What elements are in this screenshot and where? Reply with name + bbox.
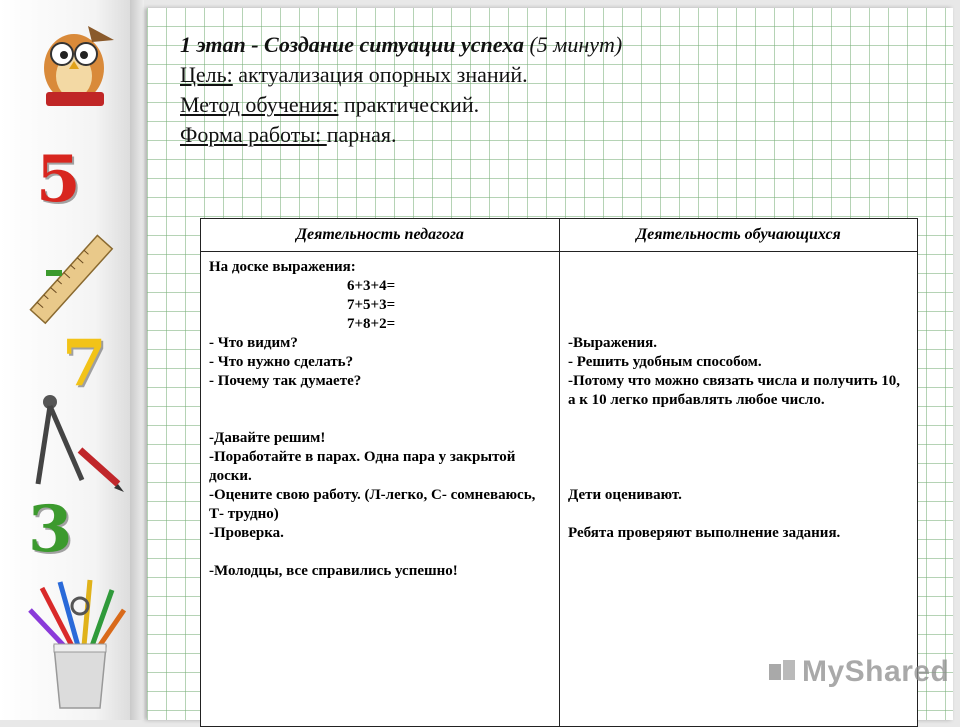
table-header-row (201, 219, 918, 252)
form-text: парная. (326, 122, 397, 147)
stage-line (180, 30, 622, 60)
form-line (180, 120, 622, 150)
expression: 7+5+3= (347, 297, 396, 313)
strip-shadow (130, 0, 144, 720)
teacher-intro: На доске выражения: (209, 259, 356, 275)
student-answer: - Решить удобным способом. (568, 354, 762, 370)
goal-label: Цель: (180, 62, 233, 87)
teacher-question: - Почему так думаете? (209, 373, 362, 389)
method-text: практический. (338, 92, 480, 117)
student-column-header: Деятельность обучающихся (560, 219, 918, 252)
goal-line (180, 60, 622, 90)
teacher-instruction: -Оцените свою работу. (Л-легко, С- сомневаюсь, Т- трудно) (209, 487, 536, 522)
watermark-icon (768, 658, 798, 682)
teacher-instruction: -Поработайте в парах. Одна пара у закрытой доски. (209, 449, 516, 484)
activity-table (200, 218, 918, 727)
pencil-cup-icon (20, 576, 130, 716)
teacher-column-header: Деятельность педагога (201, 219, 560, 252)
teacher-instruction: -Проверка. (209, 525, 284, 541)
form-label: Форма работы: (180, 122, 327, 147)
teacher-instruction: -Молодцы, все справились успешно! (209, 563, 458, 579)
teacher-question: - Что видим? (209, 335, 298, 351)
compass-icon (20, 388, 124, 498)
digit-five: 5 (36, 142, 81, 217)
student-answer: -Выражения. (568, 335, 658, 351)
teacher-cell (201, 252, 560, 727)
digit-seven: 7 (62, 326, 107, 401)
stage-duration: (5 минут) (529, 32, 623, 57)
ruler-icon (18, 228, 118, 338)
method-label: Метод обучения: (180, 92, 339, 117)
lesson-header (180, 30, 622, 150)
teacher-instruction: -Давайте решим! (209, 430, 326, 446)
watermark-text: MyShared (802, 655, 950, 688)
goal-text: актуализация опорных знаний. (232, 62, 528, 87)
teacher-question: - Что нужно сделать? (209, 354, 354, 370)
digit-three: 3 (28, 492, 73, 567)
expression: 6+3+4= (347, 278, 396, 294)
watermark-logo (768, 655, 949, 689)
student-answer: Ребята проверяют выполнение задания. (568, 525, 841, 541)
student-answer: -Потому что можно связать числа и получить 10, а к 10 легко прибавлять любое число. (568, 373, 901, 408)
method-line (180, 90, 622, 120)
expression: 7+8+2= (347, 316, 396, 332)
stage-title: 1 этап - Создание ситуации успеха (180, 32, 530, 57)
owl-icon (18, 6, 130, 116)
student-answer: Дети оценивают. (568, 487, 682, 503)
